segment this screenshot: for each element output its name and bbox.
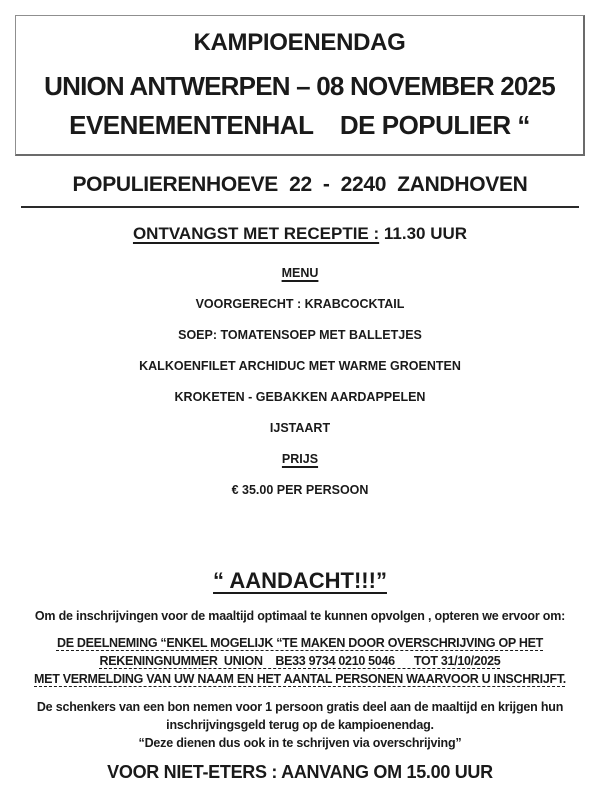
payment-instructions: [10, 634, 590, 688]
event-venue: EVENEMENTENHAL DE POPULIER “: [69, 110, 530, 140]
attention-intro: Om de inschrijvingen voor de maaltijd optimaal te kunnen opvolgen , opteren we ervoor om:: [34, 609, 566, 623]
flyer-page: [0, 15, 600, 810]
price-value: € 35.00 PER PERSOON: [231, 483, 369, 497]
menu-item-sides: KROKETEN - GEBAKKEN AARDAPPELEN: [174, 390, 426, 404]
horizontal-divider: [21, 206, 579, 208]
payment-line-1: DE DEELNEMING “ENKEL MOGELIJK “TE MAKEN DOOR OVERSCHRIJVING OP HET: [56, 636, 544, 650]
attention-heading: “ AANDACHT!!!”: [213, 568, 387, 593]
event-club-date: UNION ANTWERPEN – 08 NOVEMBER 2025: [44, 71, 555, 101]
menu-item-main: KALKOENFILET ARCHIDUC MET WARME GROENTEN: [139, 359, 461, 373]
event-title: KAMPIOENENDAG: [193, 29, 406, 56]
event-header-box: [15, 15, 585, 156]
reception-label: ONTVANGST MET RECEPTIE :: [132, 224, 380, 243]
reception-line: [0, 224, 600, 244]
reception-time: 11.30 UUR: [379, 224, 468, 243]
note-line-quote: “Deze dienen dus ook in te schrijven via overschrijving”: [138, 736, 462, 750]
menu-item-soup: SOEP: TOMATENSOEP MET BALLETJES: [178, 328, 422, 342]
note-line-1: De schenkers van een bon nemen voor 1 persoon gratis deel aan de maaltijd en krijgen hun: [36, 700, 564, 714]
note-line-2: inschrijvingsgeld terug op de kampioenendag.: [166, 718, 434, 732]
price-heading: PRIJS: [281, 452, 319, 466]
payment-line-account: REKENINGNUMMER UNION BE33 9734 0210 5046 TOT 31/10/2025: [99, 654, 501, 668]
payment-line-3: MET VERMELDING VAN UW NAAM EN HET AANTAL PERSONEN WAARVOOR U INSCHRIJFT.: [34, 672, 566, 686]
non-eaters-start-time: VOOR NIET-ETERS : AANVANG OM 15.00 UUR: [107, 762, 493, 782]
menu-heading: MENU: [281, 266, 319, 280]
venue-address: POPULIERENHOEVE 22 - 2240 ZANDHOVEN: [72, 173, 528, 196]
menu-item-starter: VOORGERECHT : KRABCOCKTAIL: [195, 297, 405, 311]
menu-item-dessert: IJSTAART: [269, 421, 331, 435]
voucher-notes: [10, 698, 590, 752]
